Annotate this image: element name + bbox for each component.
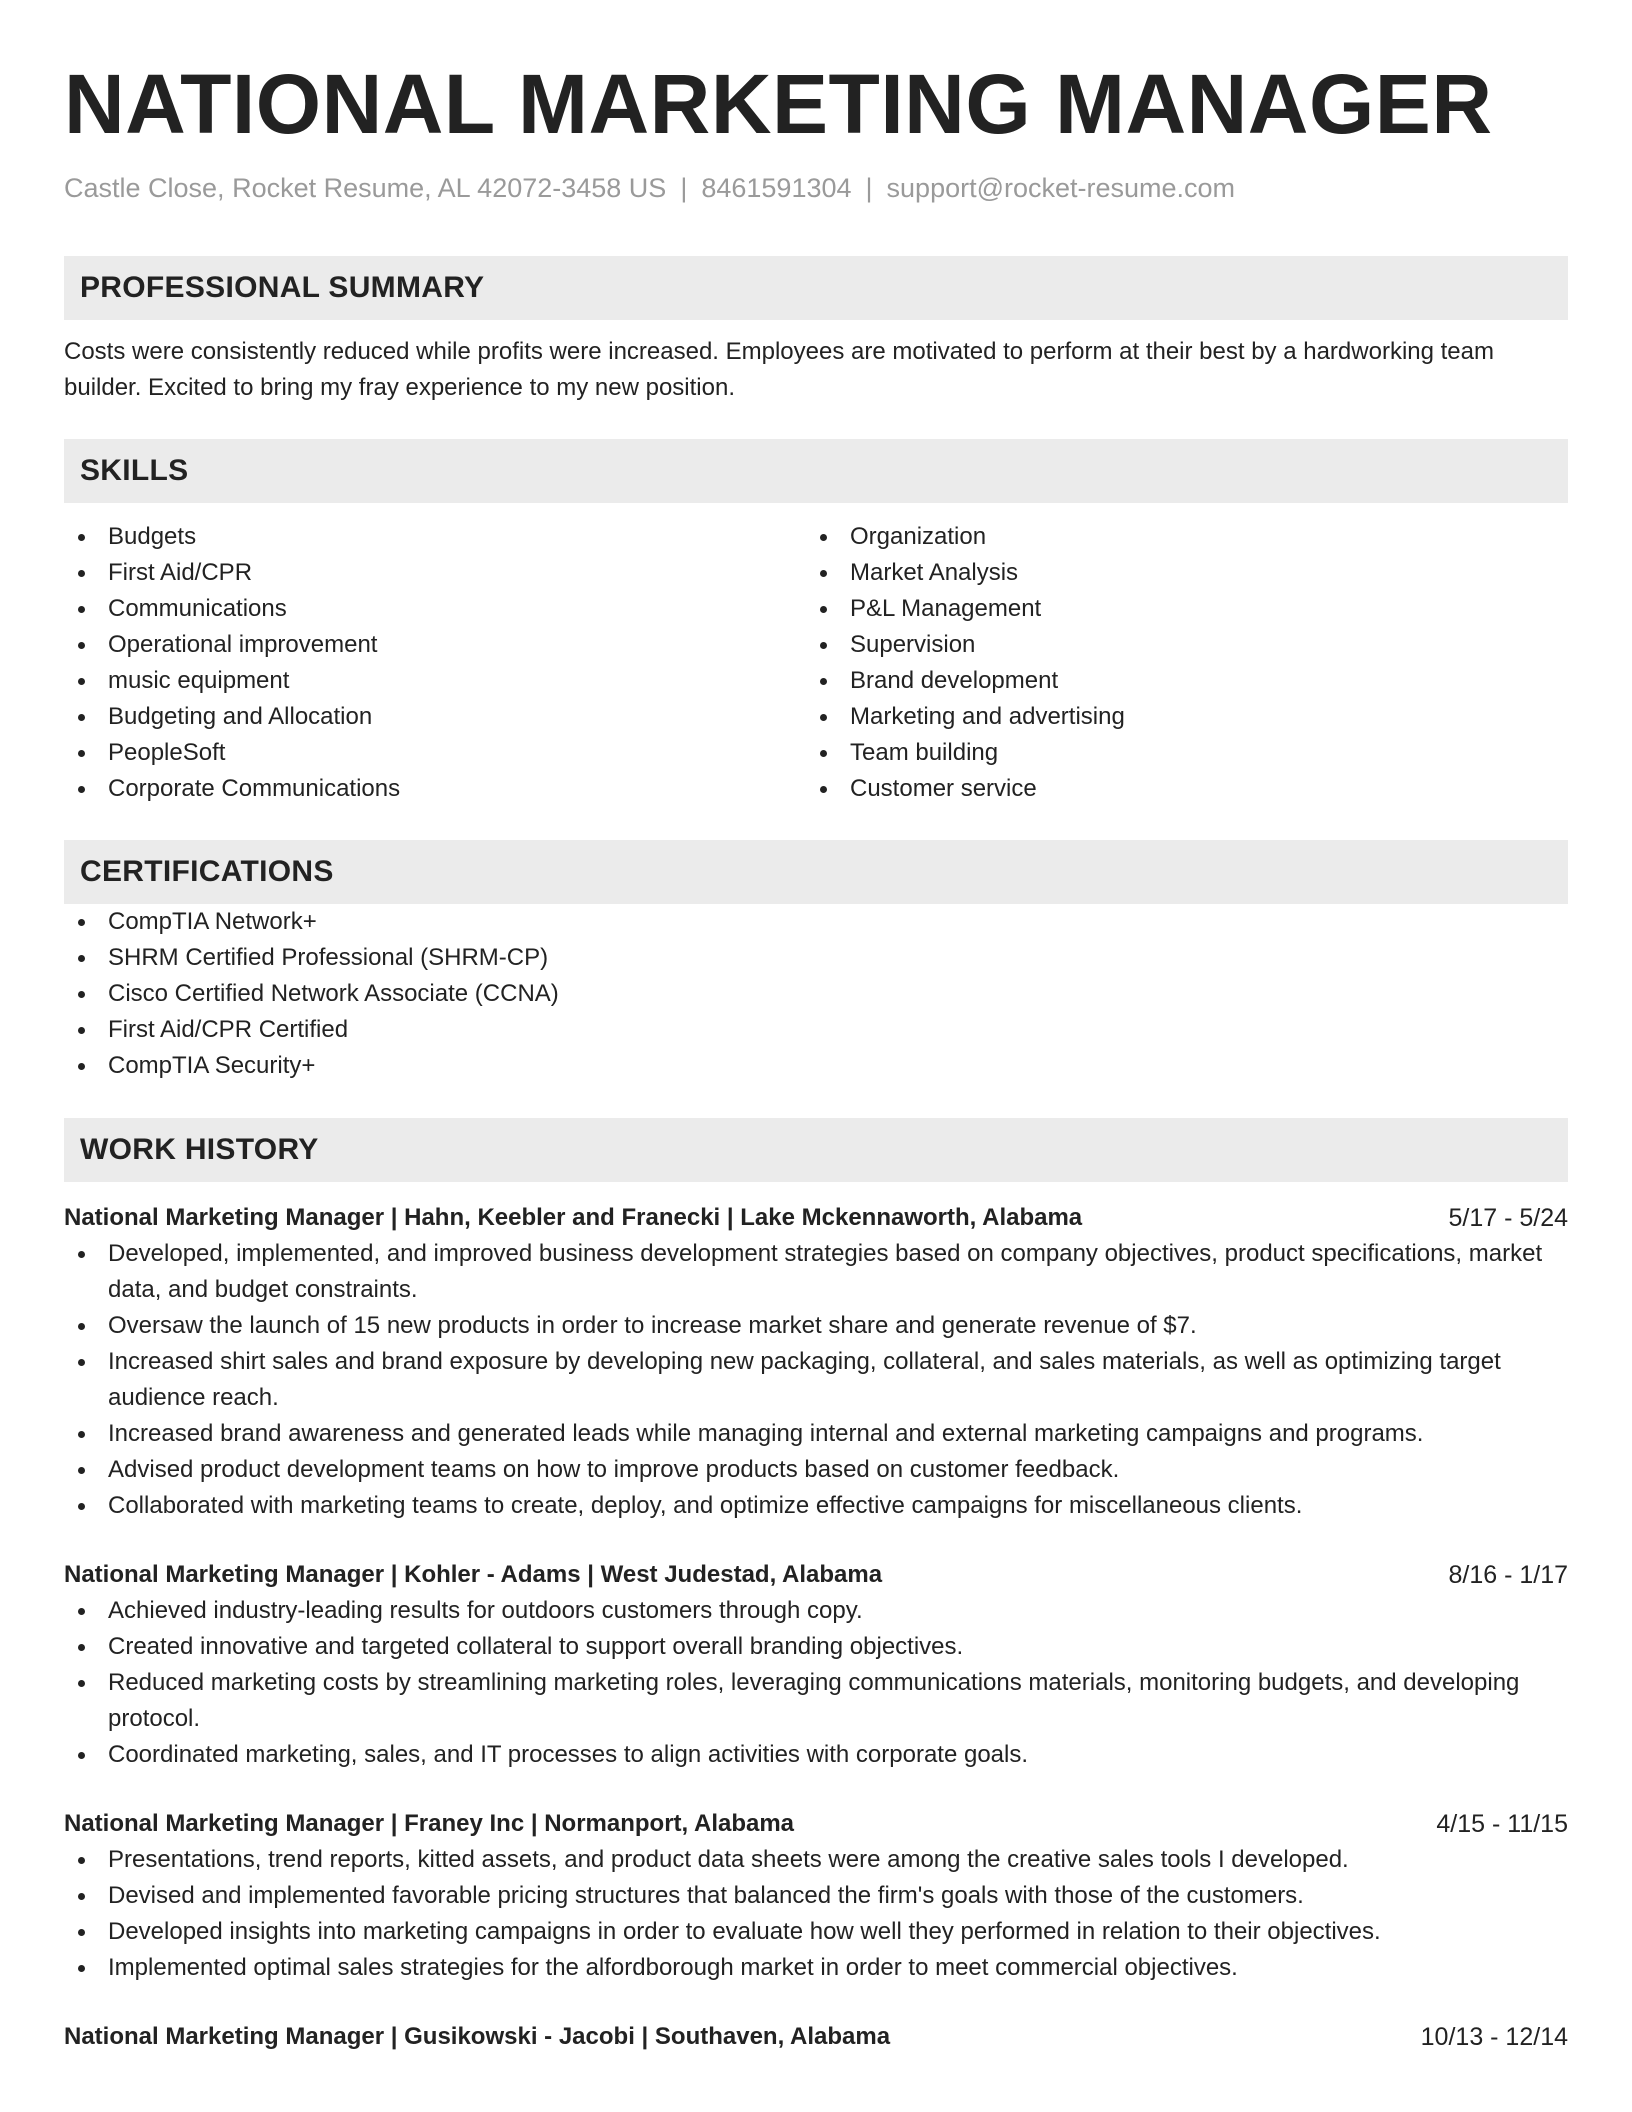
job-dates: 10/13 - 12/14 bbox=[1420, 2023, 1568, 2051]
bullet-dot bbox=[78, 1251, 85, 1258]
skill-item bbox=[64, 771, 806, 807]
job-title: National Marketing Manager | Gusikowski - Jacobi | Southaven, Alabama bbox=[64, 2023, 891, 2050]
certification-item bbox=[64, 976, 1568, 1012]
certification-item bbox=[64, 940, 1568, 976]
section-heading-skills: SKILLS bbox=[64, 439, 1568, 503]
bullet-dot bbox=[78, 991, 85, 998]
bullet-dot bbox=[78, 1608, 85, 1615]
contact-phone: 8461591304 bbox=[701, 173, 852, 203]
job-bullet-text: Achieved industry-leading results for outdoors customers through copy. bbox=[108, 1597, 863, 1624]
bullet-dot bbox=[78, 1359, 85, 1366]
job-header bbox=[64, 1557, 1568, 1593]
skill-item bbox=[806, 555, 1548, 591]
certification-item-text: First Aid/CPR Certified bbox=[108, 1016, 349, 1043]
skills-list-right bbox=[806, 519, 1548, 807]
certification-item bbox=[64, 904, 1568, 940]
skill-item-text: PeopleSoft bbox=[108, 739, 226, 766]
contact-address: Castle Close, Rocket Resume, AL 42072-3458 US bbox=[64, 173, 667, 203]
bullet-dot bbox=[78, 678, 85, 685]
skill-item bbox=[64, 591, 806, 627]
certification-item-text: CompTIA Security+ bbox=[108, 1052, 316, 1079]
bullet-dot bbox=[820, 570, 827, 577]
job-bullet-text: Devised and implemented favorable pricing structures that balanced the firm's goals with those of the customers. bbox=[108, 1882, 1304, 1909]
bullet-dot bbox=[78, 1503, 85, 1510]
job-bullet bbox=[64, 1842, 1568, 1878]
bullet-dot bbox=[78, 1893, 85, 1900]
skill-item bbox=[64, 627, 806, 663]
contact-separator: | bbox=[680, 173, 688, 203]
skill-item-text: Team building bbox=[850, 739, 999, 766]
bullet-dot bbox=[78, 1467, 85, 1474]
job-title: National Marketing Manager | Franey Inc | Normanport, Alabama bbox=[64, 1810, 795, 1837]
job-bullet-text: Created innovative and targeted collateral to support overall branding objectives. bbox=[108, 1633, 964, 1660]
job-bullet bbox=[64, 1308, 1568, 1344]
skill-item-text: Customer service bbox=[850, 775, 1037, 802]
job-bullet bbox=[64, 1488, 1568, 1524]
job-bullet-text: Oversaw the launch of 15 new products in order to increase market share and generate revenue of $7. bbox=[108, 1312, 1197, 1339]
skill-item bbox=[64, 735, 806, 771]
job-bullet-text: Collaborated with marketing teams to create, deploy, and optimize effective campaigns for miscellaneous clients. bbox=[108, 1492, 1303, 1519]
bullet-dot bbox=[78, 714, 85, 721]
skill-item bbox=[64, 519, 806, 555]
job-bullet bbox=[64, 1665, 1568, 1737]
bullet-dot bbox=[78, 1929, 85, 1936]
job-bullet-text: Presentations, trend reports, kitted assets, and product data sheets were among the creative sales tools I developed. bbox=[108, 1846, 1349, 1873]
job-bullet-text: Advised product development teams on how to improve products based on customer feedback. bbox=[108, 1456, 1120, 1483]
bullet-dot bbox=[820, 750, 827, 757]
skill-item bbox=[806, 663, 1548, 699]
job-bullet-text: Developed insights into marketing campaigns in order to evaluate how well they performed in relation to their objectives. bbox=[108, 1918, 1381, 1945]
skill-item bbox=[806, 519, 1548, 555]
job-bullet bbox=[64, 1236, 1568, 1308]
job-bullet bbox=[64, 1452, 1568, 1488]
bullet-dot bbox=[78, 1644, 85, 1651]
section-heading-summary: PROFESSIONAL SUMMARY bbox=[64, 256, 1568, 320]
skill-item-text: Budgeting and Allocation bbox=[108, 703, 373, 730]
bullet-dot bbox=[78, 786, 85, 793]
skill-item bbox=[806, 627, 1548, 663]
bullet-dot bbox=[78, 1063, 85, 1070]
resume-name: NATIONAL MARKETING MANAGER bbox=[64, 57, 1493, 151]
skill-item bbox=[64, 555, 806, 591]
skill-item bbox=[806, 699, 1548, 735]
job-bullets bbox=[64, 1593, 1568, 1773]
job-bullet bbox=[64, 1629, 1568, 1665]
bullet-dot bbox=[820, 606, 827, 613]
bullet-dot bbox=[820, 642, 827, 649]
summary-text: Costs were consistently reduced while profits were increased. Employees are motivated to perform at their best by a hardworking team builder. Excited to bring my fray experience to my new position. bbox=[64, 338, 1494, 401]
job-entry bbox=[64, 1806, 1568, 1986]
job-bullet bbox=[64, 1593, 1568, 1629]
job-header bbox=[64, 1806, 1568, 1842]
bullet-dot bbox=[78, 750, 85, 757]
skill-item-text: Budgets bbox=[108, 523, 197, 550]
bullet-dot bbox=[78, 1857, 85, 1864]
bullet-dot bbox=[78, 1752, 85, 1759]
job-bullet bbox=[64, 1914, 1568, 1950]
contact-separator: | bbox=[865, 173, 873, 203]
skill-item bbox=[806, 735, 1548, 771]
job-header bbox=[64, 1200, 1568, 1236]
skill-item-text: Organization bbox=[850, 523, 987, 550]
skills-grid bbox=[64, 519, 1568, 807]
skill-item-text: Corporate Communications bbox=[108, 775, 401, 802]
job-bullet-text: Reduced marketing costs by streamlining marketing roles, leveraging communications materials, monitoring budgets, and developing protocol. bbox=[108, 1669, 1520, 1732]
bullet-dot bbox=[78, 1680, 85, 1687]
job-bullet bbox=[64, 1878, 1568, 1914]
job-bullet bbox=[64, 1344, 1568, 1416]
bullet-dot bbox=[78, 1027, 85, 1034]
bullet-dot bbox=[820, 534, 827, 541]
bullet-dot bbox=[78, 642, 85, 649]
job-bullet-text: Increased brand awareness and generated leads while managing internal and external marketing campaigns and programs. bbox=[108, 1420, 1424, 1447]
skill-item bbox=[64, 699, 806, 735]
skill-item-text: Communications bbox=[108, 595, 287, 622]
skill-item-text: Supervision bbox=[850, 631, 976, 658]
job-bullet bbox=[64, 1416, 1568, 1452]
skill-item bbox=[806, 591, 1548, 627]
certification-item bbox=[64, 1048, 1568, 1084]
job-bullet-text: Increased shirt sales and brand exposure by developing new packaging, collateral, and sales materials, as well as optimizing target audience reach. bbox=[108, 1348, 1501, 1411]
certifications-list bbox=[64, 904, 1568, 1084]
bullet-dot bbox=[78, 1965, 85, 1972]
job-bullets bbox=[64, 1842, 1568, 1986]
job-bullet bbox=[64, 1950, 1568, 1986]
certification-item-text: Cisco Certified Network Associate (CCNA) bbox=[108, 980, 559, 1007]
work-history-list bbox=[64, 1200, 1568, 2055]
bullet-dot bbox=[820, 786, 827, 793]
contact-email[interactable]: support@rocket-resume.com bbox=[886, 173, 1236, 203]
job-bullets bbox=[64, 1236, 1568, 1524]
bullet-dot bbox=[78, 606, 85, 613]
job-dates: 5/17 - 5/24 bbox=[1448, 1204, 1568, 1232]
skills-column-left bbox=[64, 519, 806, 807]
bullet-dot bbox=[78, 955, 85, 962]
skill-item bbox=[806, 771, 1548, 807]
skill-item bbox=[64, 663, 806, 699]
certification-item bbox=[64, 1012, 1568, 1048]
section-heading-certifications: CERTIFICATIONS bbox=[64, 840, 1568, 904]
job-header bbox=[64, 2019, 1568, 2055]
job-dates: 4/15 - 11/15 bbox=[1436, 1810, 1568, 1838]
skill-item-text: Market Analysis bbox=[850, 559, 1019, 586]
skill-item-text: music equipment bbox=[108, 667, 290, 694]
job-bullet-text: Coordinated marketing, sales, and IT processes to align activities with corporate goals. bbox=[108, 1741, 1029, 1768]
bullet-dot bbox=[78, 919, 85, 926]
bullet-dot bbox=[78, 1431, 85, 1438]
job-bullet bbox=[64, 1737, 1568, 1773]
bullet-dot bbox=[78, 570, 85, 577]
job-entry bbox=[64, 1200, 1568, 1524]
job-entry bbox=[64, 1557, 1568, 1773]
bullet-dot bbox=[78, 534, 85, 541]
job-title: National Marketing Manager | Kohler - Adams | West Judestad, Alabama bbox=[64, 1561, 883, 1588]
skills-column-right bbox=[806, 519, 1548, 807]
certification-item-text: CompTIA Network+ bbox=[108, 908, 317, 935]
job-dates: 8/16 - 1/17 bbox=[1448, 1561, 1568, 1589]
job-bullet-text: Implemented optimal sales strategies for the alfordborough market in order to meet commercial objectives. bbox=[108, 1954, 1238, 1981]
skill-item-text: Marketing and advertising bbox=[850, 703, 1125, 730]
job-entry bbox=[64, 2019, 1568, 2055]
job-bullet-text: Developed, implemented, and improved business development strategies based on company objectives, product specifications, market data, and budget constraints. bbox=[108, 1240, 1543, 1303]
bullet-dot bbox=[820, 678, 827, 685]
skill-item-text: Operational improvement bbox=[108, 631, 378, 658]
job-title: National Marketing Manager | Hahn, Keebler and Franecki | Lake Mckennaworth, Alabama bbox=[64, 1204, 1083, 1231]
skills-list-left bbox=[64, 519, 806, 807]
section-heading-work-history: WORK HISTORY bbox=[64, 1118, 1568, 1182]
bullet-dot bbox=[78, 1323, 85, 1330]
bullet-dot bbox=[820, 714, 827, 721]
skill-item-text: Brand development bbox=[850, 667, 1059, 694]
skill-item-text: P&L Management bbox=[850, 595, 1042, 622]
certification-item-text: SHRM Certified Professional (SHRM-CP) bbox=[108, 944, 549, 971]
contact-line bbox=[64, 170, 1568, 206]
skill-item-text: First Aid/CPR bbox=[108, 559, 253, 586]
